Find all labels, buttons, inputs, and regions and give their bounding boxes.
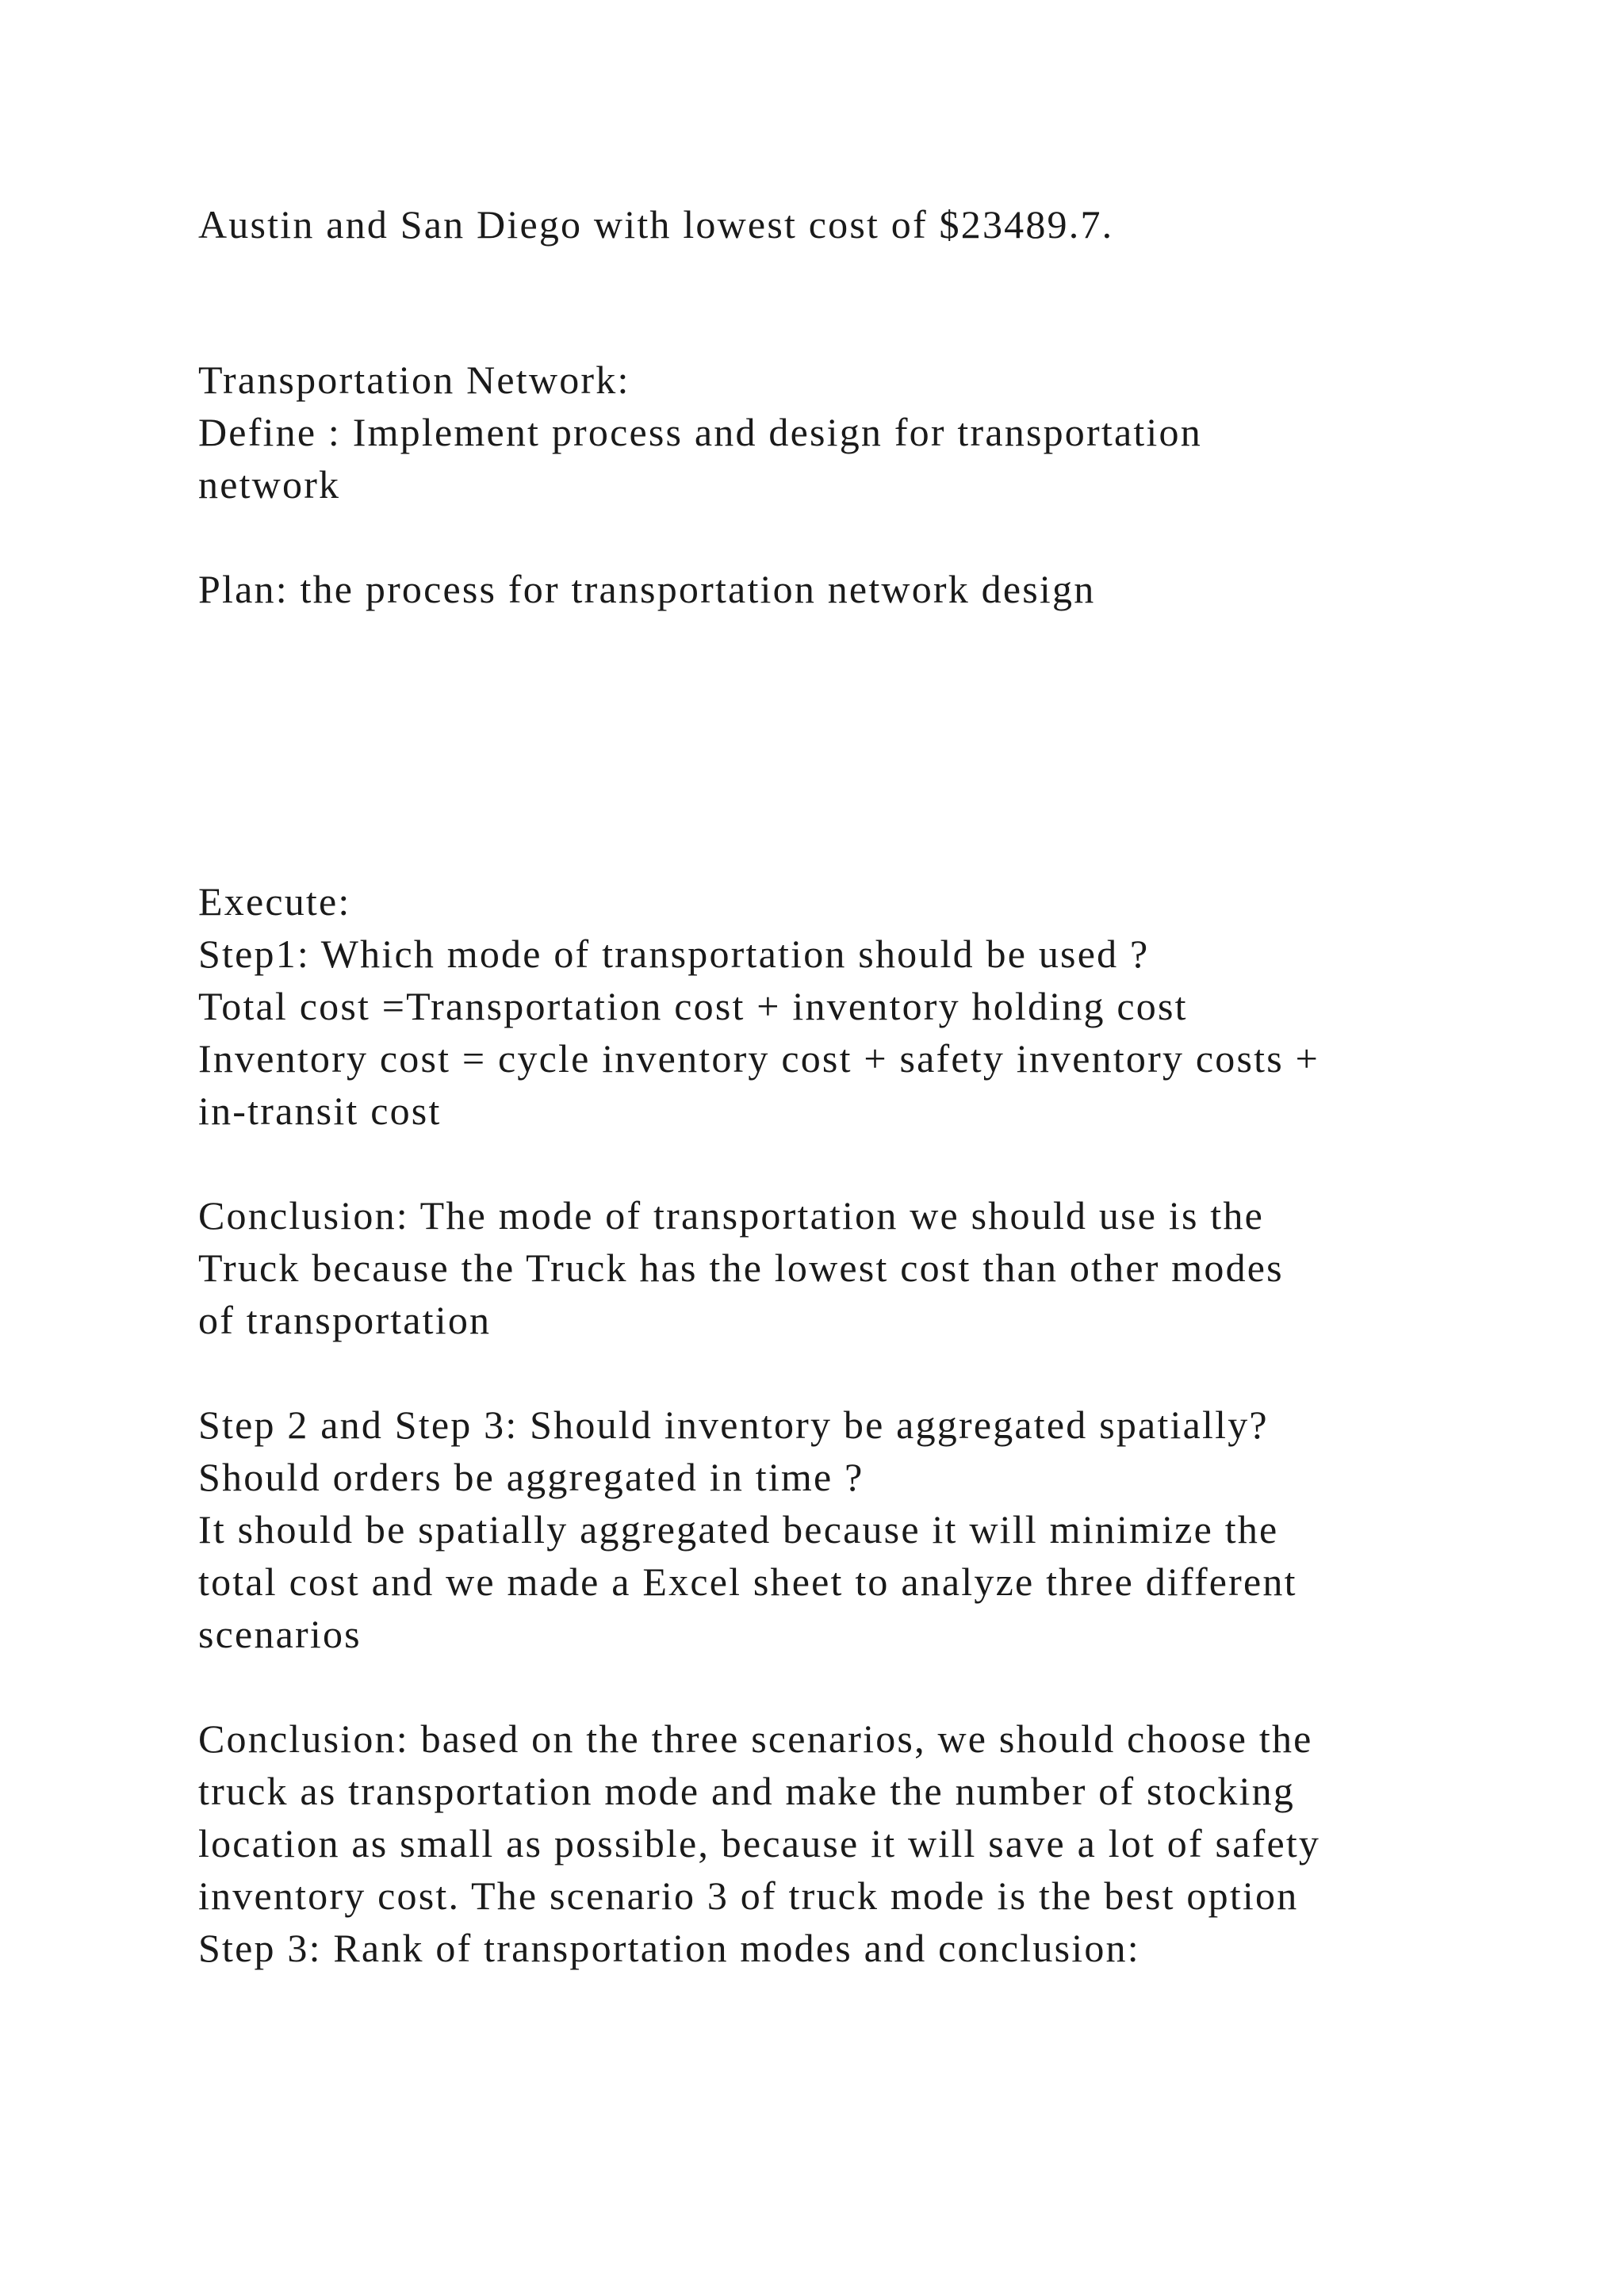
text-line: Truck because the Truck has the lowest cost than other modes [198,1246,1284,1290]
text-line: Step 2 and Step 3: Should inventory be aggregated spatially? [198,1402,1269,1447]
text-line: Austin and San Diego with lowest cost of $23489.7. [198,202,1114,247]
text-line: network [198,462,341,507]
text-line: in-transit cost [198,1089,442,1133]
text-line: of transportation [198,1298,492,1342]
section-heading: Transportation Network: [198,358,630,402]
text-line: Conclusion: based on the three scenarios, we should choose the [198,1716,1313,1761]
text-line: Plan: the process for transportation network design [198,567,1096,611]
text-line: Execute: [198,879,351,924]
text-line: Total cost =Transportation cost + inventory holding cost [198,984,1188,1028]
text-line: inventory cost. The scenario 3 of truck mode is the best option [198,1873,1299,1918]
text-line: truck as transportation mode and make the number of stocking [198,1769,1296,1813]
text-line: Conclusion: The mode of transportation we should use is the [198,1193,1264,1238]
text-line: total cost and we made a Excel sheet to analyze three different [198,1559,1297,1604]
text-line: scenarios [198,1612,362,1656]
text-line: Step 3: Rank of transportation modes and conclusion: [198,1926,1140,1970]
text-line: location as small as possible, because it will save a lot of safety [198,1821,1321,1866]
text-line: It should be spatially aggregated because it will minimize the [198,1507,1279,1552]
text-line: Step1: Which mode of transportation should be used ? [198,932,1150,976]
text-line: Inventory cost = cycle inventory cost + safety inventory costs + [198,1036,1320,1081]
text-line: Define : Implement process and design for transportation [198,410,1202,454]
text-line: Should orders be aggregated in time ? [198,1455,864,1499]
